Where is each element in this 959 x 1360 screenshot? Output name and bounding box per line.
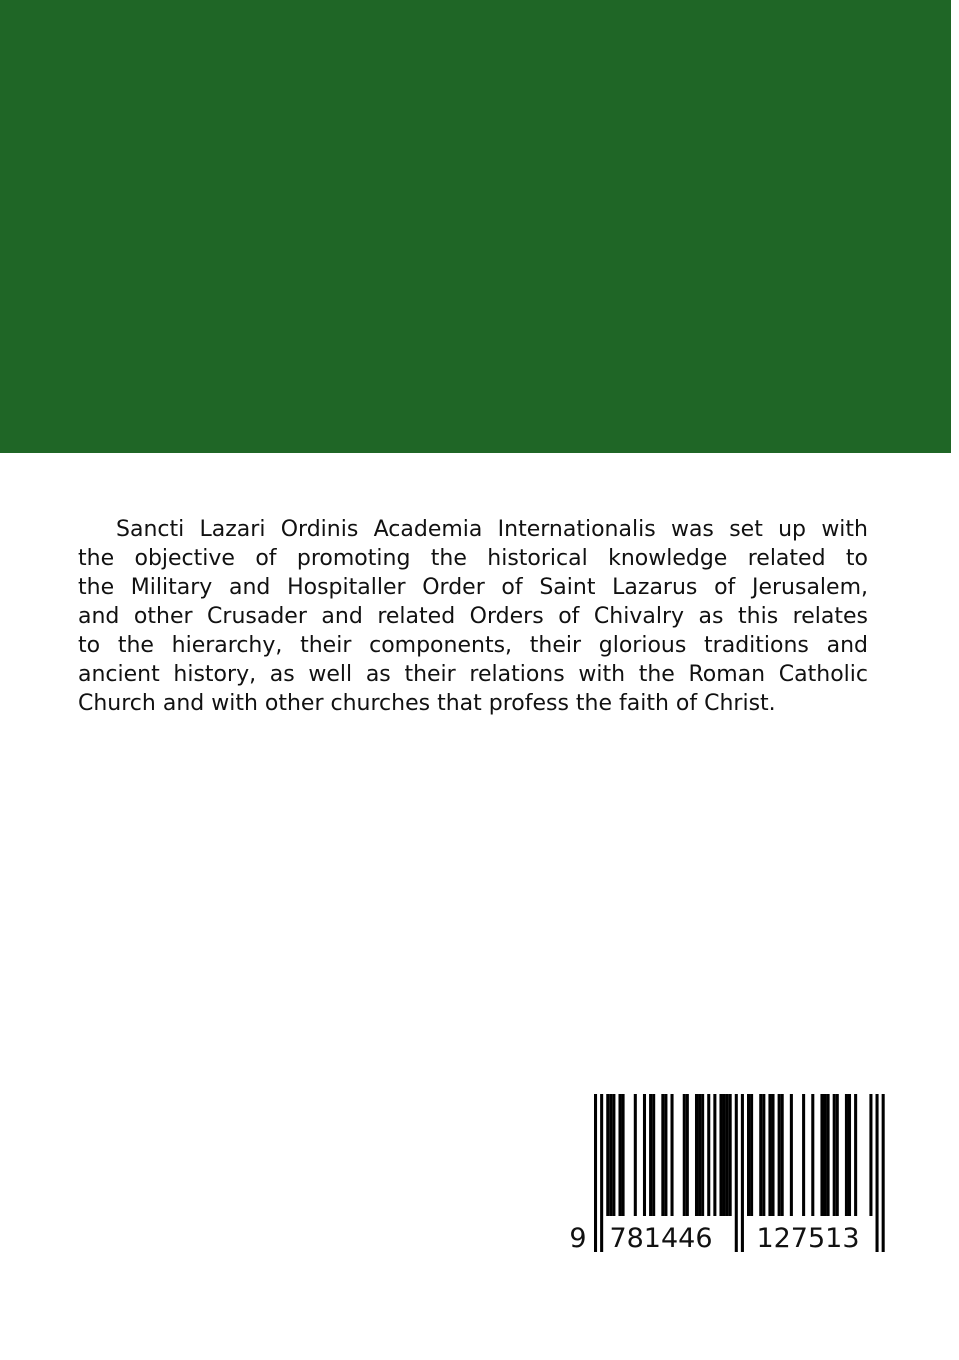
barcode-first-digit: 9 [569, 1223, 587, 1254]
barcode-bar [827, 1094, 830, 1216]
barcode-right-group: 127513 [756, 1223, 860, 1254]
barcode-bar [671, 1094, 674, 1216]
barcode-bar [747, 1094, 750, 1216]
barcode-bar [695, 1094, 698, 1216]
blurb-line: the Military and Hospitaller Order of Saint Lazarus of Jerusalem, [78, 575, 868, 600]
barcode-bar [686, 1094, 689, 1216]
barcode-bar [606, 1094, 609, 1216]
barcode-bar [719, 1094, 722, 1216]
blurb-line: and other Crusader and related Orders of Chivalry as this relates [78, 604, 868, 629]
barcode-bar [781, 1094, 784, 1216]
barcode-bar [854, 1094, 857, 1216]
barcode-bar [845, 1094, 848, 1216]
barcode-bar [820, 1094, 823, 1216]
page-edge [951, 0, 959, 1360]
barcode-bar [750, 1094, 753, 1216]
barcode-guard-bar [600, 1094, 603, 1252]
barcode-bar [652, 1094, 655, 1216]
barcode-guard-bar [882, 1094, 885, 1252]
barcode-bar [833, 1094, 836, 1216]
barcode-bar [729, 1094, 732, 1216]
barcode-bar [634, 1094, 637, 1216]
barcode-graphic [566, 1094, 892, 1254]
barcode-bar [643, 1094, 646, 1216]
blurb-line: the objective of promoting the historical knowledge related to [78, 546, 868, 571]
barcode-bar [661, 1094, 664, 1216]
blurb-line: Church and with other churches that profess the faith of Christ. [78, 691, 776, 716]
barcode-bar [802, 1094, 805, 1216]
barcode-bar [618, 1094, 621, 1216]
barcode-bar [664, 1094, 667, 1216]
barcode-left-group: 781446 [609, 1223, 713, 1254]
barcode-bar [848, 1094, 851, 1216]
barcode-guard-bar [735, 1094, 738, 1252]
barcode-bar [609, 1094, 612, 1216]
barcode-bar [811, 1094, 814, 1216]
barcode-bar [713, 1094, 716, 1216]
barcode-bar [768, 1094, 771, 1216]
barcode-bar [778, 1094, 781, 1216]
barcode-bar [649, 1094, 652, 1216]
isbn-barcode [566, 1094, 892, 1254]
green-cover-band [0, 0, 951, 453]
back-cover-blurb [78, 515, 868, 718]
barcode-guard-bar [876, 1094, 879, 1252]
barcode-bar [824, 1094, 827, 1216]
blurb-line: to the hierarchy, their components, their glorious traditions and [78, 633, 868, 658]
barcode-bar [683, 1094, 686, 1216]
barcode-bar [723, 1094, 726, 1216]
blurb-line: ancient history, as well as their relations with the Roman Catholic [78, 662, 868, 687]
barcode-bar [612, 1094, 615, 1216]
barcode-bar [771, 1094, 774, 1216]
barcode-bar [698, 1094, 701, 1216]
barcode-bar [622, 1094, 625, 1216]
barcode-bar [759, 1094, 762, 1216]
barcode-bar [869, 1094, 872, 1216]
barcode-bar [726, 1094, 729, 1216]
barcode-guard-bar [594, 1094, 597, 1252]
barcode-bar [836, 1094, 839, 1216]
barcode-bar [762, 1094, 765, 1216]
blurb-line: Sancti Lazari Ordinis Academia Internationalis was set up with [116, 517, 868, 542]
barcode-bar [790, 1094, 793, 1216]
barcode-bar [701, 1094, 704, 1216]
barcode-bar [707, 1094, 710, 1216]
barcode-guard-bar [741, 1094, 744, 1252]
